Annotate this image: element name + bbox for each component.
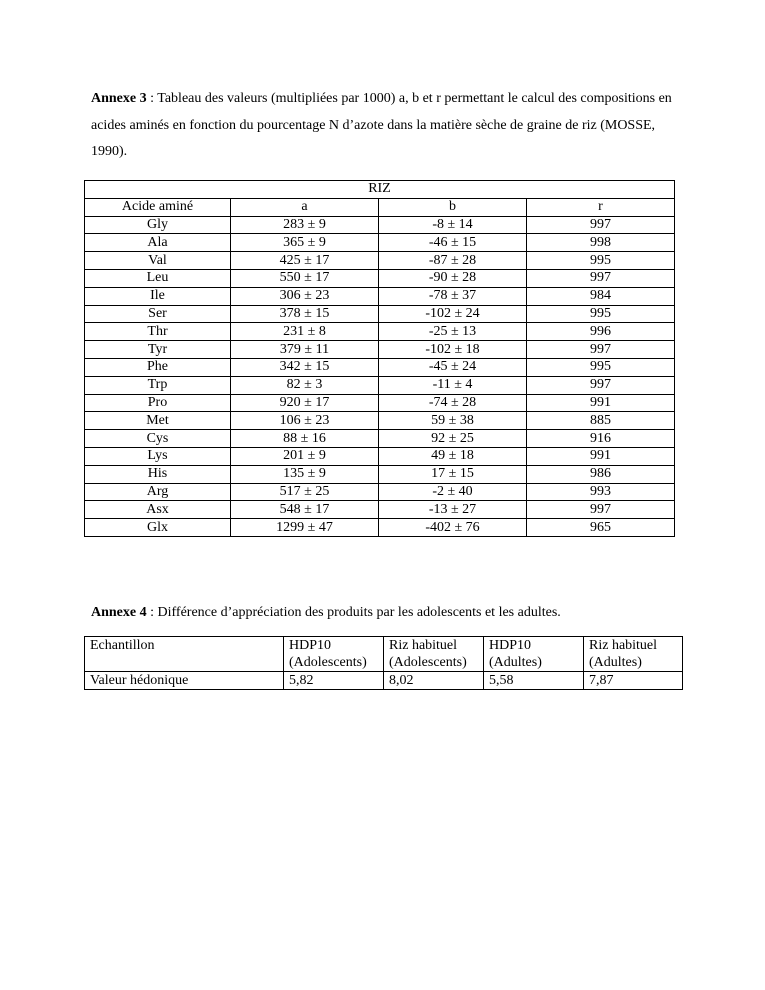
table-cell: Ser bbox=[85, 305, 231, 323]
table-cell: 379 ± 11 bbox=[231, 341, 379, 359]
table-cell: 201 ± 9 bbox=[231, 447, 379, 465]
amino-acid-table bbox=[84, 180, 675, 537]
header-line: Riz habituel bbox=[389, 638, 458, 653]
table-row bbox=[85, 376, 675, 394]
table-cell: 995 bbox=[527, 252, 675, 270]
header-cell bbox=[384, 637, 484, 672]
table-title-row bbox=[85, 181, 675, 199]
table-cell: Phe bbox=[85, 358, 231, 376]
table-cell: 550 ± 17 bbox=[231, 269, 379, 287]
table-cell: Val bbox=[85, 252, 231, 270]
table-cell: -74 ± 28 bbox=[379, 394, 527, 412]
table-cell: Glx bbox=[85, 519, 231, 537]
table-row bbox=[85, 519, 675, 537]
table-cell: His bbox=[85, 465, 231, 483]
table-cell: 49 ± 18 bbox=[379, 447, 527, 465]
header-line: Riz habituel bbox=[589, 638, 658, 653]
annex-3-paragraph bbox=[91, 86, 681, 166]
header-line: Echantillon bbox=[90, 638, 155, 653]
table-cell: 59 ± 38 bbox=[379, 412, 527, 430]
table-cell: 995 bbox=[527, 358, 675, 376]
table-cell: 920 ± 17 bbox=[231, 394, 379, 412]
table-cell: Thr bbox=[85, 323, 231, 341]
header-line: HDP10 bbox=[289, 638, 332, 653]
table-cell: 135 ± 9 bbox=[231, 465, 379, 483]
table-cell: 916 bbox=[527, 430, 675, 448]
header-line: (Adolescents) bbox=[389, 655, 467, 670]
table-cell: 5,58 bbox=[484, 672, 584, 690]
table-cell: 996 bbox=[527, 323, 675, 341]
table-cell: Leu bbox=[85, 269, 231, 287]
table-row bbox=[85, 501, 675, 519]
header-line: (Adolescents) bbox=[289, 655, 367, 670]
table-cell: Arg bbox=[85, 483, 231, 501]
table-row bbox=[85, 483, 675, 501]
table-cell: 997 bbox=[527, 341, 675, 359]
table-cell: 5,82 bbox=[284, 672, 384, 690]
header-b: b bbox=[379, 198, 527, 216]
table-cell: Cys bbox=[85, 430, 231, 448]
table-cell: 365 ± 9 bbox=[231, 234, 379, 252]
table-cell: 997 bbox=[527, 216, 675, 234]
table-cell: -78 ± 37 bbox=[379, 287, 527, 305]
table-cell: 425 ± 17 bbox=[231, 252, 379, 270]
table-cell: -11 ± 4 bbox=[379, 376, 527, 394]
annex-4-paragraph bbox=[91, 600, 681, 627]
table-row bbox=[85, 447, 675, 465]
table-cell: 995 bbox=[527, 305, 675, 323]
table-row bbox=[85, 672, 683, 690]
table-cell: 306 ± 23 bbox=[231, 287, 379, 305]
table-cell: 8,02 bbox=[384, 672, 484, 690]
table-cell: Asx bbox=[85, 501, 231, 519]
table-header-row bbox=[85, 198, 675, 216]
annex-3-label: Annexe 3 bbox=[91, 91, 147, 106]
table-cell: 92 ± 25 bbox=[379, 430, 527, 448]
table-row bbox=[85, 358, 675, 376]
table-cell: 548 ± 17 bbox=[231, 501, 379, 519]
table-cell: Ala bbox=[85, 234, 231, 252]
table-cell: 984 bbox=[527, 287, 675, 305]
table-row bbox=[85, 252, 675, 270]
annex-4-label: Annexe 4 bbox=[91, 605, 147, 620]
table-cell: 342 ± 15 bbox=[231, 358, 379, 376]
table-row bbox=[85, 305, 675, 323]
annex-4-text: : Différence d’appréciation des produits par les adolescents et les adultes. bbox=[146, 605, 561, 620]
table-cell: 7,87 bbox=[584, 672, 683, 690]
table-cell: Gly bbox=[85, 216, 231, 234]
table-cell: 106 ± 23 bbox=[231, 412, 379, 430]
table-cell: -2 ± 40 bbox=[379, 483, 527, 501]
table-cell: Trp bbox=[85, 376, 231, 394]
table-cell: 17 ± 15 bbox=[379, 465, 527, 483]
table-row bbox=[85, 269, 675, 287]
table-cell: 517 ± 25 bbox=[231, 483, 379, 501]
header-a: a bbox=[231, 198, 379, 216]
table-cell: -102 ± 18 bbox=[379, 341, 527, 359]
table-cell: 991 bbox=[527, 447, 675, 465]
table-cell: 993 bbox=[527, 483, 675, 501]
appreciation-table bbox=[84, 636, 683, 690]
header-cell bbox=[584, 637, 683, 672]
table-cell: 997 bbox=[527, 269, 675, 287]
table-row bbox=[85, 323, 675, 341]
table-cell: -90 ± 28 bbox=[379, 269, 527, 287]
table-cell: 378 ± 15 bbox=[231, 305, 379, 323]
table-cell: 82 ± 3 bbox=[231, 376, 379, 394]
table-row bbox=[85, 465, 675, 483]
table-cell: Tyr bbox=[85, 341, 231, 359]
table-cell: -13 ± 27 bbox=[379, 501, 527, 519]
table-cell: Valeur hédonique bbox=[85, 672, 284, 690]
table-cell: 88 ± 16 bbox=[231, 430, 379, 448]
table-row bbox=[85, 234, 675, 252]
table-cell: Met bbox=[85, 412, 231, 430]
table-cell: 998 bbox=[527, 234, 675, 252]
table-cell: -102 ± 24 bbox=[379, 305, 527, 323]
table-row bbox=[85, 287, 675, 305]
table-cell: Ile bbox=[85, 287, 231, 305]
header-cell bbox=[484, 637, 584, 672]
table-row bbox=[85, 341, 675, 359]
header-cell bbox=[284, 637, 384, 672]
table-cell: 991 bbox=[527, 394, 675, 412]
table-row bbox=[85, 216, 675, 234]
table-cell: -402 ± 76 bbox=[379, 519, 527, 537]
table-header-row bbox=[85, 637, 683, 672]
annex-3-text: : Tableau des valeurs (multipliées par 1000) a, b et r permettant le calcul des compositions en acides aminés en fonction du pourcentage N d’azote dans la matière sèche de graine de riz (MOSSE, 1990). bbox=[91, 91, 672, 159]
table-cell: Pro bbox=[85, 394, 231, 412]
table-cell: 965 bbox=[527, 519, 675, 537]
header-line: (Adultes) bbox=[489, 655, 542, 670]
table-cell: 997 bbox=[527, 501, 675, 519]
table-cell: -87 ± 28 bbox=[379, 252, 527, 270]
header-line: (Adultes) bbox=[589, 655, 642, 670]
table-cell: 1299 ± 47 bbox=[231, 519, 379, 537]
header-cell bbox=[85, 637, 284, 672]
header-line: HDP10 bbox=[489, 638, 532, 653]
table-cell: 997 bbox=[527, 376, 675, 394]
table-row bbox=[85, 412, 675, 430]
table-cell: -8 ± 14 bbox=[379, 216, 527, 234]
header-r: r bbox=[527, 198, 675, 216]
table-cell: -45 ± 24 bbox=[379, 358, 527, 376]
header-amino-acid: Acide aminé bbox=[85, 198, 231, 216]
table-title: RIZ bbox=[85, 181, 675, 199]
table-cell: -46 ± 15 bbox=[379, 234, 527, 252]
table-cell: Lys bbox=[85, 447, 231, 465]
table-cell: -25 ± 13 bbox=[379, 323, 527, 341]
table-cell: 885 bbox=[527, 412, 675, 430]
table-cell: 283 ± 9 bbox=[231, 216, 379, 234]
table-row bbox=[85, 394, 675, 412]
table-cell: 231 ± 8 bbox=[231, 323, 379, 341]
table-row bbox=[85, 430, 675, 448]
table-cell: 986 bbox=[527, 465, 675, 483]
